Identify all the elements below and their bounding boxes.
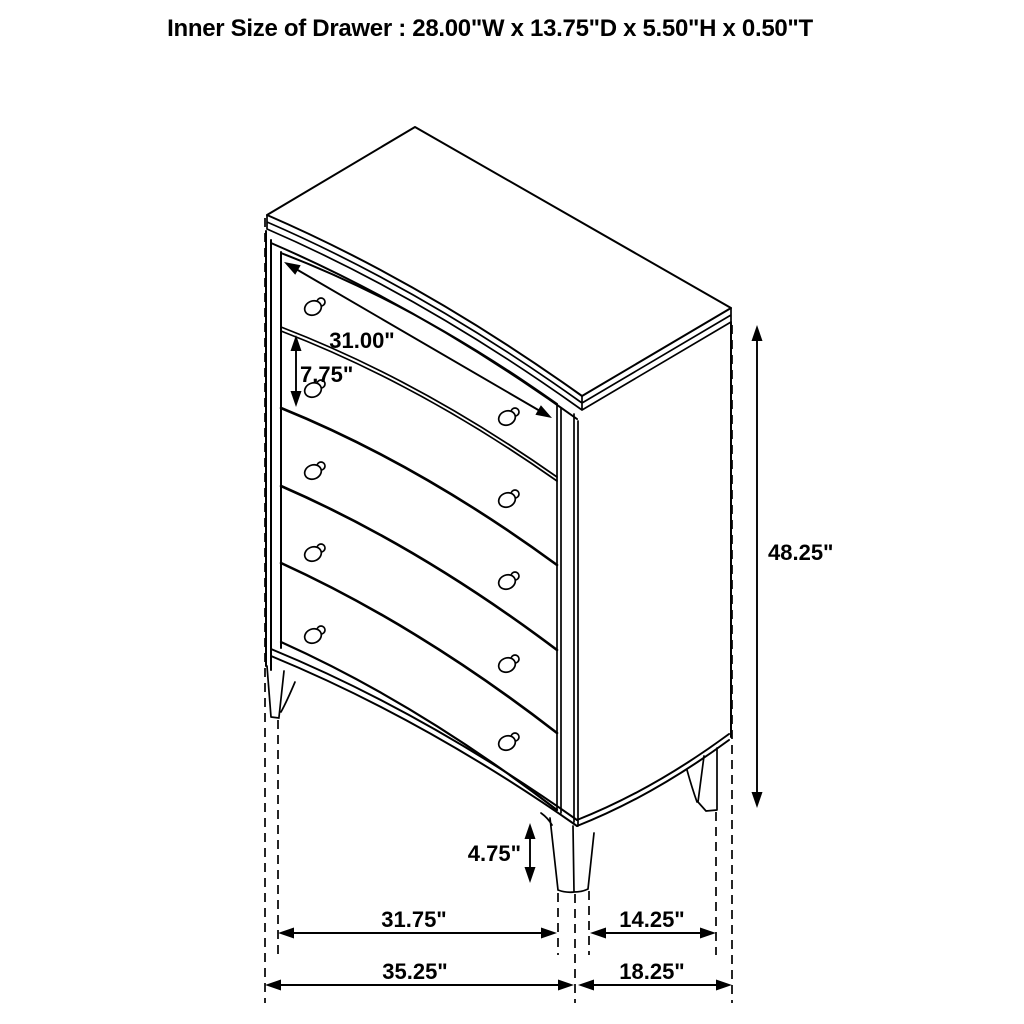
right-corner-stile — [557, 404, 578, 826]
base-aprons — [271, 649, 729, 826]
arrowhead — [278, 928, 294, 939]
front-right-leg — [541, 813, 594, 892]
dimension-leg-span-depth — [590, 907, 716, 939]
dimension-label: 7.75" — [300, 362, 354, 387]
knob-drawer4-right — [496, 655, 519, 675]
dimension-overall-depth — [578, 959, 732, 991]
chest-carcass — [266, 231, 731, 826]
dimension-label: 18.25" — [619, 959, 685, 984]
arrowhead — [525, 823, 536, 839]
arrowhead — [291, 391, 302, 407]
arrowhead — [265, 980, 281, 991]
dimension-label: 31.00" — [329, 328, 395, 353]
side-apron-edge — [577, 734, 729, 826]
arrowhead — [752, 325, 763, 341]
knob-drawer4-left — [302, 544, 325, 564]
diagram-title: Inner Size of Drawer : 28.00"W x 13.75"D x 5.50"H x 0.50"T — [167, 15, 813, 42]
front-left-leg — [267, 666, 295, 718]
arrowhead — [590, 928, 606, 939]
knob-drawer5-right — [496, 733, 519, 753]
dimension-leg-height — [468, 823, 536, 883]
dimension-label: 4.75" — [467, 841, 521, 866]
knob-drawer1-right — [496, 408, 519, 428]
knob-drawer3-left — [302, 462, 325, 482]
arrowhead — [700, 928, 716, 939]
knob-drawer5-left — [302, 626, 325, 646]
arrowhead — [578, 980, 594, 991]
arrowhead — [716, 980, 732, 991]
front-apron-edge — [271, 649, 577, 826]
left-corner-stile — [266, 231, 281, 670]
dimension-label: 35.25" — [382, 959, 448, 984]
arrowhead — [525, 867, 536, 883]
drawer4-5-divider — [281, 563, 557, 733]
arrowhead — [541, 928, 557, 939]
dimension-label: 14.25" — [619, 907, 685, 932]
dimension-label: 31.75" — [381, 907, 447, 932]
arrowhead — [284, 262, 301, 275]
back-right-leg — [687, 748, 717, 811]
dimension-label: 48.25" — [768, 540, 834, 565]
knob-drawer2-right — [496, 490, 519, 510]
arrowhead — [558, 980, 574, 991]
drawer2-3-divider — [281, 408, 557, 565]
arrowhead — [291, 335, 302, 351]
knob-drawer3-right — [496, 572, 519, 592]
knob-drawer1-left — [302, 298, 325, 318]
dimension-overall-width — [265, 959, 574, 991]
arrowhead — [535, 405, 552, 418]
dimension-overall-height — [752, 325, 834, 808]
arrowhead — [752, 792, 763, 808]
dimension-leg-span-width — [278, 907, 557, 939]
